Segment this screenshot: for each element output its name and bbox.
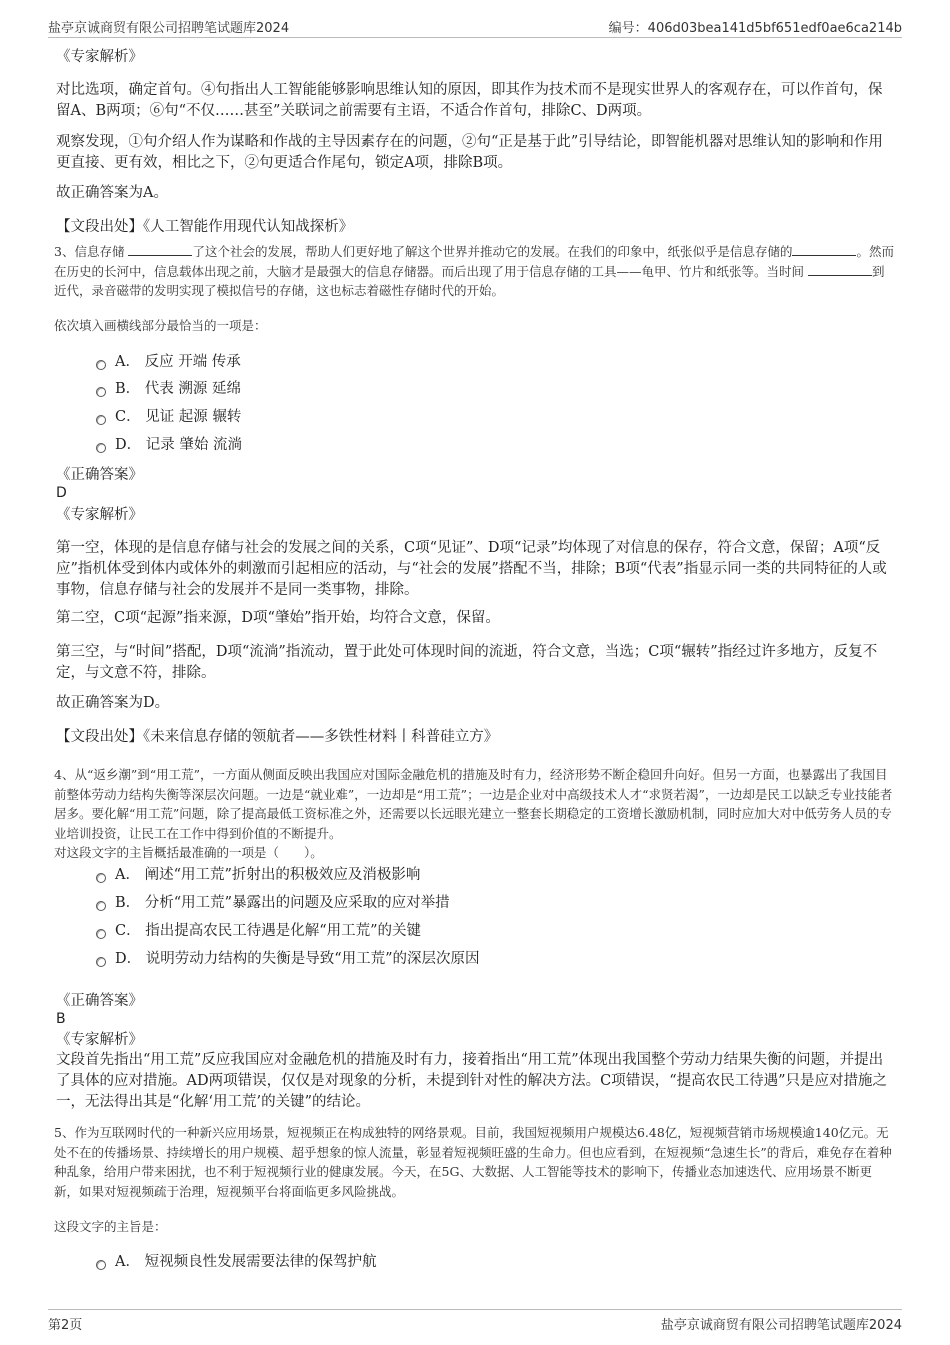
- radio-icon[interactable]: [96, 443, 106, 453]
- q5-prompt: 这段文字的主旨是：: [54, 1219, 167, 1234]
- q4-option-a[interactable]: [96, 865, 420, 885]
- q3-analysis-para1: 第一空，体现的是信息存储与社会的发展之间的关系，C项“见证”、D项“记录”均体现了对信息的保存，符合文意，保留；A项“反应”指机体受到体内或体外的刺激而引起相应的活动，与“社会的发展”搭配不当，排除；B项“代表”指显示同一类的共同特征的人或事物，信息存储与社会的发展并不是同一类事物，排除。: [56, 540, 887, 598]
- q3-stem-part3: 。然而在历史的长河中，信息载体出现之前，大脑才是最强大的信息存储器。而后出现了用于信息存储的工具——龟甲、竹片和纸张等。当时间: [54, 244, 894, 279]
- q3-blank-2: [792, 243, 856, 256]
- q3-source: 【文段出处】《未来信息存储的领航者——多铁性材料丨科普硅立方》: [56, 729, 499, 745]
- q3-option-b-text: B． 代表 溯源 延绵: [115, 381, 241, 397]
- q3-option-a[interactable]: [96, 352, 241, 372]
- q3-correct-answer: D: [56, 485, 67, 501]
- q4-option-c-text: C． 指出提高农民工待遇是化解“用工荒”的关键: [115, 923, 422, 939]
- q4-option-c[interactable]: [96, 921, 421, 941]
- q3-option-b[interactable]: [96, 379, 241, 399]
- radio-icon[interactable]: [96, 873, 106, 883]
- q4-correct-answer: B: [56, 1011, 66, 1027]
- q3-analysis-para2: 第二空，C项“起源”指来源，D项“肇始”指开始，均符合文意，保留。: [56, 610, 500, 626]
- q3-option-c[interactable]: [96, 407, 241, 427]
- q3-option-c-text: C． 见证 起源 辗转: [115, 409, 242, 425]
- header-title: 盐亭京诚商贸有限公司招聘笔试题库2024: [48, 21, 290, 36]
- footer-title: 盐亭京诚商贸有限公司招聘笔试题库2024: [660, 1318, 902, 1333]
- q2-analysis-para2: 观察发现，①句介绍人作为谋略和作战的主导因素存在的问题，②句“正是基于此”引导结论，即智能机器对思维认知的影响和作用更直接、更有效，相比之下，②句更适合作尾句，锁定A项，排除B项。: [56, 134, 883, 171]
- q3-option-d-text: D． 记录 肇始 流淌: [115, 437, 242, 453]
- footer-divider: [48, 1309, 902, 1310]
- page-number: 第2页: [48, 1318, 83, 1333]
- q4-option-b[interactable]: [96, 893, 450, 913]
- radio-icon[interactable]: [96, 360, 106, 370]
- q5-option-a-text: A． 短视频良性发展需要法律的保驾护航: [115, 1254, 377, 1270]
- q3-correct-label: 《正确答案》: [56, 467, 143, 483]
- q5-option-a[interactable]: [96, 1252, 377, 1272]
- q2-source: 【文段出处】《人工智能作用现代认知战探析》: [56, 219, 354, 235]
- radio-icon[interactable]: [96, 387, 106, 397]
- q2-answer-summary: 故正确答案为A。: [56, 185, 168, 201]
- radio-icon[interactable]: [96, 415, 106, 425]
- header-divider: [48, 37, 902, 38]
- q5-stem: 5、作为互联网时代的一种新兴应用场景，短视频正在构成独特的网络景观。目前，我国短视频用户规模达6.48亿，短视频营销市场规模逾140亿元。无处不在的传播场景、持续增长的用户规模、超乎想象的惊人流量，彰显着短视频旺盛的生命力。但也应看到，在短视频“急速生长”的背后，难免存在着种种乱象，给用户带来困扰，也不利于短视频行业的健康发展。今天，在5G、大数据、人工智能等技术的影响下，传播业态加速迭代、应用场景不断更新，如果对短视频疏于治理，短视频平台将面临更多风险挑战。: [54, 1125, 892, 1199]
- radio-icon[interactable]: [96, 901, 106, 911]
- radio-icon[interactable]: [96, 929, 106, 939]
- q3-blank-3: [808, 263, 872, 276]
- q4-option-d-text: D． 说明劳动力结构的失衡是导致“用工荒”的深层次原因: [115, 951, 480, 967]
- q2-analysis-label: 《专家解析》: [56, 49, 143, 65]
- q4-stem: 4、从“返乡潮”到“用工荒”，一方面从侧面反映出我国应对国际金融危机的措施及时有力，经济形势不断企稳回升向好。但另一方面，也暴露出了我国目前整体劳动力结构失衡等深层次问题。一边是“就业难”，一边却是“用工荒”；一边是企业对中高级技术人才“求贤若渴”，一边却是民工以缺乏专业技能者居多。要化解“用工荒”问题，除了提高最低工资标准之外，还需要以长远眼光建立一整套长期稳定的工资增长激励机制，同时应加大对中低劳务人员的专业培训投资，让民工在工作中得到价值的不断提升。: [54, 767, 893, 841]
- q2-analysis-para1: 对比选项，确定首句。④句指出人工智能能够影响思维认知的原因，即其作为技术而不是现实世界人的客观存在，可以作首句，保留A、B两项；⑥句“不仅……甚至”关联词之前需要有主语，不适合作首句，排除C、D两项。: [56, 82, 883, 119]
- document-id: 编号：406d03bea141d5bf651edf0ae6ca214b: [608, 21, 902, 36]
- q4-analysis-label: 《专家解析》: [56, 1032, 143, 1048]
- q3-analysis-label: 《专家解析》: [56, 507, 143, 523]
- q4-correct-label: 《正确答案》: [56, 993, 143, 1009]
- q3-stem-part2: 了这个社会的发展，帮助人们更好地了解这个世界并推动它的发展。在我们的印象中，纸张似乎是信息存储的: [192, 244, 793, 259]
- q3-stem-part4: 到近代，录音磁带的发明实现了模拟信号的存储，这也标志着磁性存储时代的开始。: [54, 263, 885, 298]
- q3-stem: [54, 242, 896, 301]
- q3-option-d[interactable]: [96, 435, 242, 455]
- q3-option-a-text: A． 反应 开端 传承: [115, 354, 241, 370]
- radio-icon[interactable]: [96, 1260, 106, 1270]
- q3-blank-1: [128, 243, 192, 256]
- q4-option-b-text: B． 分析“用工荒”暴露出的问题及应采取的应对举措: [115, 895, 450, 911]
- q3-answer-summary: 故正确答案为D。: [56, 695, 170, 711]
- q4-prompt: 对这段文字的主旨概括最准确的一项是（ ）。: [54, 845, 323, 860]
- q3-analysis-para3: 第三空，与“时间”搭配，D项“流淌”指流动，置于此处可体现时间的流逝，符合文意，当选；C项“辗转”指经过许多地方，反复不定，与文意不符，排除。: [56, 644, 878, 681]
- q4-analysis-text: 文段首先指出“用工荒”反应我国应对金融危机的措施及时有力，接着指出“用工荒”体现出我国整个劳动力结果失衡的问题，并提出了具体的应对措施。AD两项错误，仅仅是对现象的分析，未提到针对性的解决方法。C项错误，“提高农民工待遇”只是应对措施之一，无法得出其是“化解‘用工荒’的关键”的结论。: [56, 1052, 888, 1110]
- q4-option-a-text: A． 阐述“用工荒”折射出的积极效应及消极影响: [115, 867, 421, 883]
- q4-option-d[interactable]: [96, 949, 480, 969]
- radio-icon[interactable]: [96, 957, 106, 967]
- q3-stem-part1: 3、信息存储: [54, 244, 129, 259]
- q3-prompt: 依次填入画横线部分最恰当的一项是：: [54, 318, 267, 333]
